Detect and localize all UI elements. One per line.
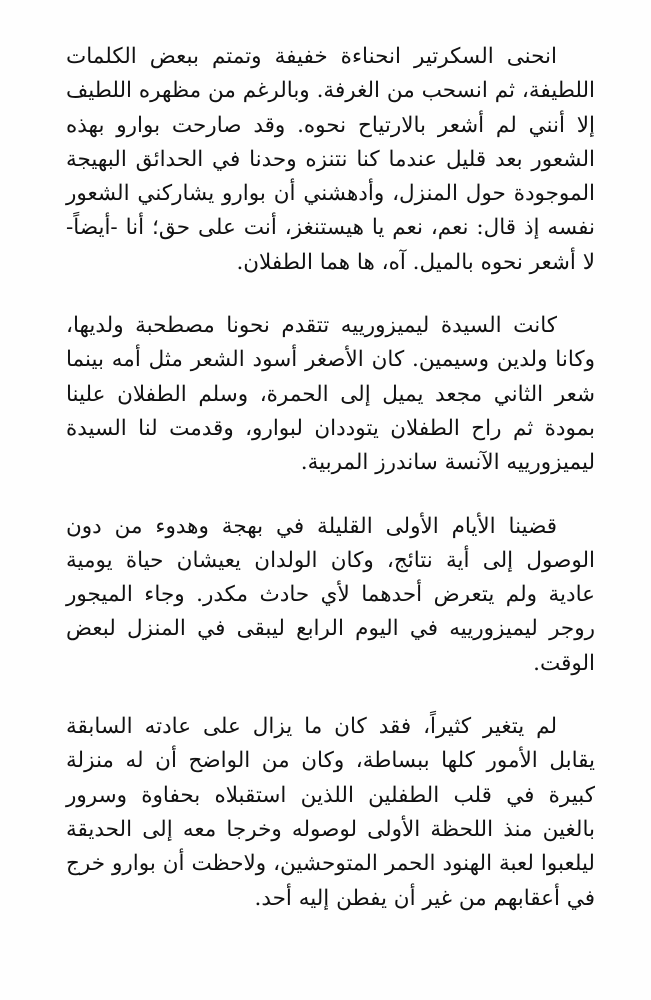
paragraph-2: كانت السيدة ليميزورييه تتقدم نحونا مصطحبة ولديها، وكانا ولدين وسيمين. كان الأصغر أسود الشعر مثل أمه بينما شعر الثاني مجعد يميل إلى الحمرة، وسلم الطفلان علينا بمودة ثم راح الطفلان يتوددان لبوارو، وقدمت لنا السيدة ليميزورييه الآنسة ساندرز المربية. <box>66 313 595 476</box>
paragraph-1: انحنى السكرتير انحناءة خفيفة وتمتم ببعض الكلمات اللطيفة، ثم انسحب من الغرفة. وبالرغم من مظهره اللطيف إلا أنني لم أشعر بالارتياح نحوه. وقد صارحت بوارو بهذه الشعور بعد قليل عندما كنا نتنزه وحدنا في الحدائق البهيجة الموجودة حول المنزل، وأدهشني أن بوارو يشاركني الشعور نفسه إذ قال: نعم، نعم يا هيستنغز، أنت على حق؛ أنا -أيضاً- لا أشعر نحوه بالميل. آه، ها هما الطفلان. <box>66 44 595 275</box>
paragraph-4: لم يتغير كثيراً، فقد كان ما يزال على عادته السابقة يقابل الأمور كلها ببساطة، وكان من الواضح أن له منزلة كبيرة في قلب الطفلين اللذين استقبلاه بحفاوة وسرور بالغين منذ اللحظة الأولى لوصوله وخرجا معه إلى الحديقة ليلعبوا لعبة الهنود الحمر المتوحشين، ولاحظت أن بوارو خرج في أعقابهم من غير أن يفطن إليه أحد. <box>66 714 595 911</box>
paragraph-3: قضينا الأيام الأولى القليلة في بهجة وهدوء من دون الوصول إلى أية نتائج، وكان الولدان يعيشان حياة يومية عادية ولم يتعرض أحدهما لأي حادث مكدر. وجاء الميجور روجر ليميزورييه في اليوم الرابع ليبقى في المنزل لبعض الوقت. <box>66 513 595 676</box>
page-text <box>66 40 595 945</box>
